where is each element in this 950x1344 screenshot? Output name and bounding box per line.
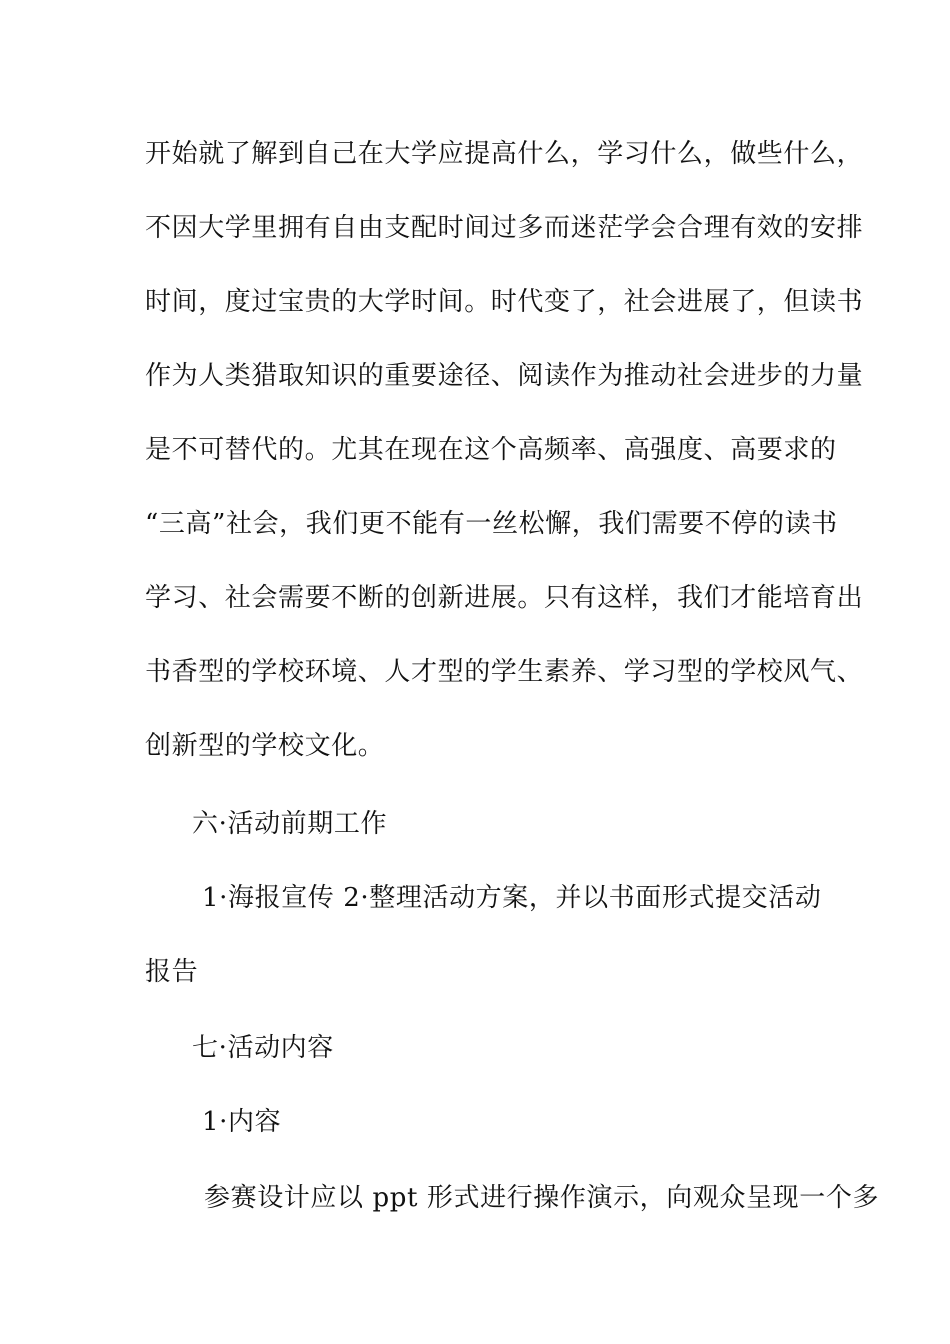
section-heading-6: 六·活动前期工作 xyxy=(192,809,388,839)
section6-item-line: 报告 xyxy=(145,957,199,987)
paragraph-line: 开始就了解到自己在大学应提高什么，学习什么，做些什么， xyxy=(145,139,864,169)
section7-body-line: 参赛设计应以 ppt 形式进行操作演示，向观众呈现一个多 xyxy=(204,1183,880,1213)
paragraph-line: 是不可替代的。尤其在现在这个高频率、高强度、高要求的 xyxy=(145,435,837,465)
paragraph-line: 书香型的学校环境、人才型的学生素养、学习型的学校风气、 xyxy=(145,657,864,687)
paragraph-line: 创新型的学校文化。 xyxy=(145,731,385,761)
section-heading-7: 七·活动内容 xyxy=(192,1033,334,1063)
paragraph-line: “三高”社会，我们更不能有一丝松懈，我们需要不停的读书 xyxy=(145,509,838,539)
paragraph-line: 不因大学里拥有自由支配时间过多而迷茫学会合理有效的安排 xyxy=(145,213,864,243)
paragraph-line: 学习、社会需要不断的创新进展。只有这样，我们才能培育出 xyxy=(145,583,864,613)
section6-item-line: 1·海报宣传 2·整理活动方案，并以书面形式提交活动 xyxy=(202,883,822,913)
paragraph-line: 时间，度过宝贵的大学时间。时代变了，社会进展了，但读书 xyxy=(145,287,864,317)
paragraph-line: 作为人类猎取知识的重要途径、阅读作为推动社会进步的力量 xyxy=(145,361,864,391)
section7-sub-heading: 1·内容 xyxy=(202,1107,282,1137)
